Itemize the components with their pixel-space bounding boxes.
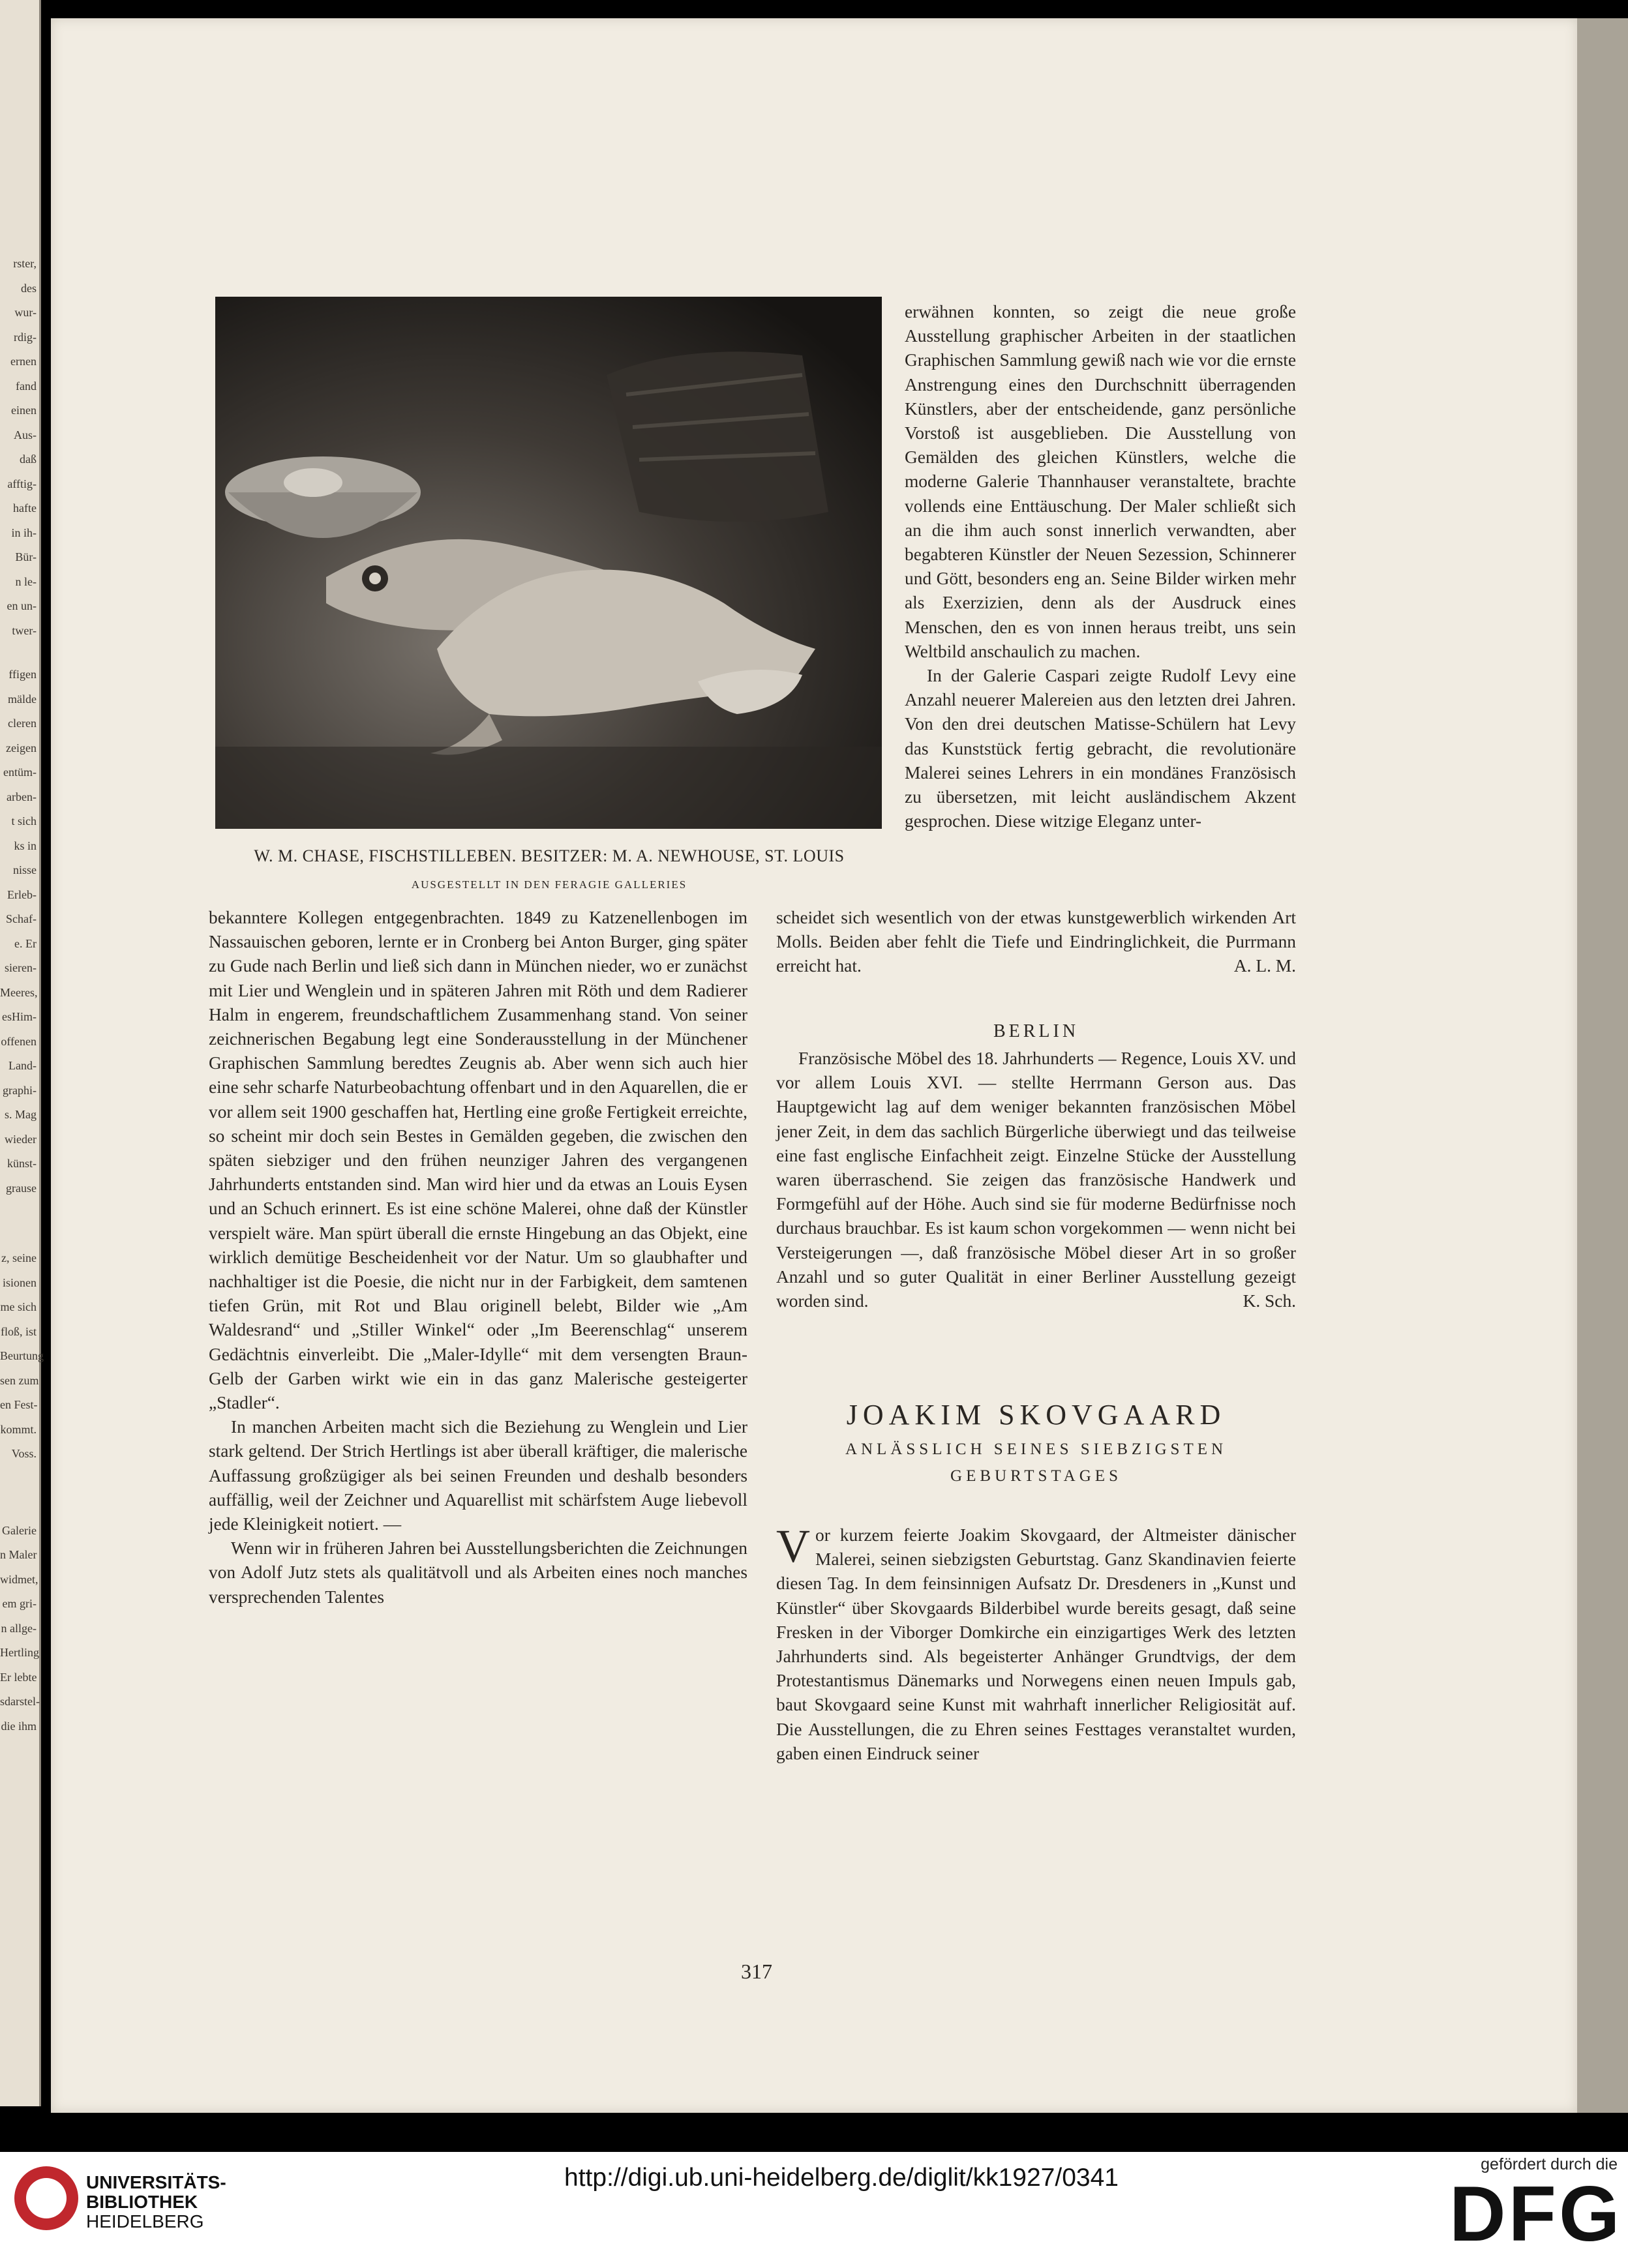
skovgaard-article-body (776, 1520, 1296, 1766)
edge-fragment: wieder (5, 1132, 37, 1146)
edge-fragment: twer- (12, 623, 37, 637)
edge-fragment: kommt. (0, 1422, 37, 1436)
edge-fragment: mälde (8, 692, 37, 706)
edge-fragment: esHim- (2, 1010, 37, 1023)
edge-fragment: Beurtung (0, 1349, 44, 1362)
paragraph: In manchen Arbeiten macht sich die Beziehung zu Wenglein und Lier stark geltend. Der Strich Hertlings ist aber überall kräftiger, die malerische Auffassung großzügiger als bei seinen Freunden und deshalb besonders auffällig, weil der Zeichner und Aquarellist mit schärfstem Auge liebevoll jede Kleinigkeit notiert. — (209, 1417, 747, 1534)
edge-fragment: t sich (11, 814, 37, 828)
article-title: JOAKIM SKOVGAARD (846, 1399, 1226, 1431)
edge-fragment: nisse (13, 863, 37, 876)
dfg-logo: DFG (1449, 2170, 1623, 2258)
right-column-continuation (776, 906, 1296, 979)
previous-page-edge (0, 0, 44, 2106)
funded-by-label: gefördert durch die (1481, 2155, 1618, 2173)
paragraph: In der Galerie Caspari zeigte Rudolf Levy eine Anzahl neuerer Malereien aus den letzten drei Jahren. Von den drei deutschen Matisse-Schülern hat Levy das Kunststück fertig gebracht, die revolutionäre Malerei seines Lehrers in ein mondänes Französisch zu übersetzen, mit leicht ausländischem Akzent gesprochen. Diese witzige Eleganz unter- (905, 666, 1296, 831)
edge-fragment: Voss. (11, 1447, 37, 1460)
edge-fragment: s. Mag (5, 1108, 37, 1121)
paragraph: erwähnen konnten, so zeigt die neue große Ausstellung graphischer Arbeiten in der staatlichen Graphischen Sammlung gewiß nach wie vor die ernste Anstrengung eines den Durchschnitt überragenden Künstlers, aber der entscheidende, ganz persönliche Vorstoß ist ausgeblieben. Die Ausstellung von Gemälden des gleichen Künstlers, welche die moderne Galerie Thannhauser veranstaltete, brachte vollends eine Enttäuschung. Der Maler schließt sich an die ihm auch sonst innerlich verwandten, aber begabteren Künstler der Neuen Sezession, Schinnerer und Gött, besonders eng an. Seine Bilder wirken mehr als Exerzizien, denn als der Ausdruck eines Menschen, den es von innen heraus treibt, uns sein Weltbild anschaulich zu machen. (905, 302, 1296, 661)
edge-fragment: daß (20, 453, 37, 466)
edge-fragment: Land- (8, 1059, 37, 1072)
figure-caption: W. M. CHASE, FISCHSTILLEBEN. BESITZER: M. A. NEWHOUSE, ST. LOUIS (254, 846, 845, 865)
page-stack-edge (1577, 18, 1628, 2113)
edge-fragment: n Maler (0, 1548, 37, 1561)
paragraph: scheidet sich wesentlich von der etwas kunstgewerblich wirkenden Art Molls. Beiden aber fehlt die Tiefe und Eindringlichkeit, die Purrmann erreicht hat. (776, 908, 1296, 976)
edge-fragment: graphi- (3, 1083, 37, 1097)
still-life-painting-image (215, 297, 882, 829)
edge-fragment: des (21, 281, 37, 295)
edge-fragment: zeigen (6, 741, 37, 754)
institution-name-line1: UNIVERSITÄTS- (86, 2172, 226, 2192)
left-column (209, 906, 747, 1609)
paragraph: Wenn wir in früheren Jahren bei Ausstellungsberichten die Zeichnungen von Adolf Jutz stets als qualitätvoll und als Arbeiten eines noch manches versprechenden Talentes (209, 1538, 747, 1607)
edge-fragment: offenen (1, 1034, 37, 1048)
edge-fragment: Schaf- (6, 912, 37, 925)
edge-fragment: cleren (8, 717, 37, 730)
edge-fragment: en un- (7, 599, 37, 612)
edge-fragment: ks in (14, 839, 37, 852)
edge-fragment: arben- (7, 790, 37, 803)
edge-fragment: fand (16, 379, 37, 393)
article-subtitle-continued: GEBURTSTAGES (950, 1467, 1122, 1485)
edge-fragment: widmet, (0, 1572, 38, 1586)
permalink-url[interactable]: http://digi.ub.uni-heidelberg.de/diglit/kk1927/0341 (564, 2164, 1119, 2192)
edge-fragment: en Fest- (0, 1398, 38, 1411)
berlin-section (776, 1047, 1296, 1313)
edge-fragment: Aus- (14, 428, 37, 441)
edge-fragment: z, seine (1, 1251, 37, 1264)
paragraph: Französische Möbel des 18. Jahrhunderts — Regence, Louis XV. und vor allem Louis XVI. — stellte Herrmann Gerson aus. Das Hauptgewicht lag auf dem weniger bekannten französischen Möbel jener Zeit, in dem das sachlich Bürgerliche überwiegt und das teilweise eine fast englische Einfachheit zeigt. Einzelne Stücke der Ausstellung waren überraschend. Sie zeigen das französische Handwerk und Formgefühl auf der Höhe. Auch sind sie für moderne Bedürfnisse noch durchaus brauchbar. Es ist kaum schon vorgekommen — wenn nicht bei Versteigerungen —, daß französische Möbel dieser Art in so großer Anzahl und so guter Qualität in einer Berliner Ausstellung gezeigt worden sind. (776, 1049, 1296, 1311)
edge-fragment: einen (11, 404, 37, 417)
edge-fragment: die ihm (1, 1719, 37, 1733)
edge-fragment: wur- (14, 306, 37, 319)
edge-fragment: entüm- (3, 766, 37, 779)
edge-fragment: ernen (10, 355, 37, 368)
edge-fragment: me sich (0, 1300, 37, 1313)
fish-still-life-illustration (215, 297, 882, 829)
paragraph: or kurzem feierte Joakim Skovgaard, der Altmeister dänischer Malerei, seinen siebzigsten Geburtstag. Ganz Skandinavien feierte diesen Tag. In dem feinsinnigen Aufsatz Dr. Dresdeners in „Kunst und Künstler“ über Skovgaards Bilderbibel wurde bereits gesagt, daß seine Fresken in der Viborger Domkirche ein einzigartiges Werk des letzten Jahrhunderts sind. Als begeisterter Anhänger Grundtvigs, der dem Protestantismus Dänemarks und Norwegens einen neuen Impuls gab, baut Skovgaard seine Kunst mit wahrhaft innerlicher Religiosität auf. Die Ausstellungen, die zu Ehren seines Festtages veranstaltet wurden, gaben einen Eindruck seiner (776, 1525, 1296, 1763)
section-heading-berlin: BERLIN (993, 1021, 1079, 1041)
edge-fragment: floß, ist (0, 1324, 37, 1338)
edge-fragment: n allge- (1, 1621, 37, 1635)
author-signature: K. Sch. (1243, 1291, 1296, 1311)
edge-fragment: hafte (13, 501, 37, 515)
paragraph: bekanntere Kollegen entgegenbrachten. 1849 zu Katzenellenbogen im Nassauischen geboren, lernte er in Cronberg bei Anton Burger, ging später zu Gude nach Berlin und ließ sich dann in München nieder, wo er zunächst mit Lier und Wenglein und in späteren Jahren mit Röth und dem Radierer Halm in engerem, freundschaftlichem Zusammenhang stand. Von seiner zeichnerischen Begabung legt eine Sonderausstellung in der Münchener Graphischen Sammlung beredtes Zeugnis ab. Aber wenn sich auch hier eine sehr scharfe Naturbeobachtung offenbart und in den Aquarellen, die er vor allem seit 1900 geschaffen hat, Hertling eine große Fertigkeit erreichte, so scheint mir doch sein Bestes in Gemälden gegeben, die zwischen den späten siebziger und den frühen neunziger Jahren des vergangenen Jahrhunderts entstanden sind. Man wird hier und da etwas an Louis Eysen und an Schuch erinnert. Es ist eine schöne Malerei, ohne daß der Künstler verspielt wäre. Man spürt überall die ernste Hingebung an das Objekt, eine wirklich demütige Bescheidenheit vor der Natur. Um so glaubhafter und nachhaltiger ist die Poesie, die nicht nur in der Farbigkeit, dem samtenen tiefen Grün, mit Rot und Blau originell belebt, Bilder wie „Am Waldesrand“ und „Stiller Winkel“ oder „Im Beerenschlag“ unserem Gedächtnis einverleibt. Die „Maler-Idylle“ mit dem versengten Braun-Gelb der Garben wirkt wie ein in das ganz Malerische gesteigerter „Stadler“. (209, 908, 747, 1413)
edge-fragment: em gri- (2, 1597, 37, 1610)
edge-fragment: rster, (13, 257, 37, 270)
edge-fragment: Galerie (2, 1523, 37, 1537)
edge-fragment: sdarstel- (0, 1695, 40, 1708)
edge-fragment: Hertling (0, 1646, 39, 1659)
institution-name-line2: BIBLIOTHEK (86, 2192, 198, 2212)
page-number: 317 (741, 1960, 772, 1983)
edge-fragment: sieren- (5, 961, 37, 974)
edge-fragment: grause (6, 1181, 37, 1195)
edge-fragment: e. Er (14, 936, 37, 950)
edge-fragment: in ih- (11, 526, 37, 539)
edge-fragment: künst- (7, 1157, 37, 1170)
edge-fragment: n le- (15, 574, 37, 588)
article-subtitle: ANLÄSSLICH SEINES SIEBZIGSTEN (845, 1440, 1228, 1458)
author-signature: A. L. M. (1233, 956, 1296, 976)
edge-fragment: Bür- (15, 550, 37, 563)
edge-fragment: Erleb- (7, 888, 37, 901)
right-column-top (905, 300, 1296, 833)
drop-cap: V (776, 1520, 810, 1572)
university-logo-inner (26, 2178, 67, 2218)
edge-fragment: Meeres, (0, 985, 38, 999)
edge-fragment: afftig- (7, 477, 37, 490)
institution-name-line3: HEIDELBERG (86, 2211, 204, 2231)
edge-fragment: rdig- (14, 330, 37, 344)
edge-fragment: Er lebte (0, 1670, 37, 1684)
edge-fragment: isionen (3, 1276, 37, 1289)
edge-fragment: ffigen (8, 668, 37, 681)
figure-subcaption: AUSGESTELLT IN DEN FERAGIE GALLERIES (411, 878, 687, 891)
edge-fragment: sen zum (0, 1373, 39, 1387)
